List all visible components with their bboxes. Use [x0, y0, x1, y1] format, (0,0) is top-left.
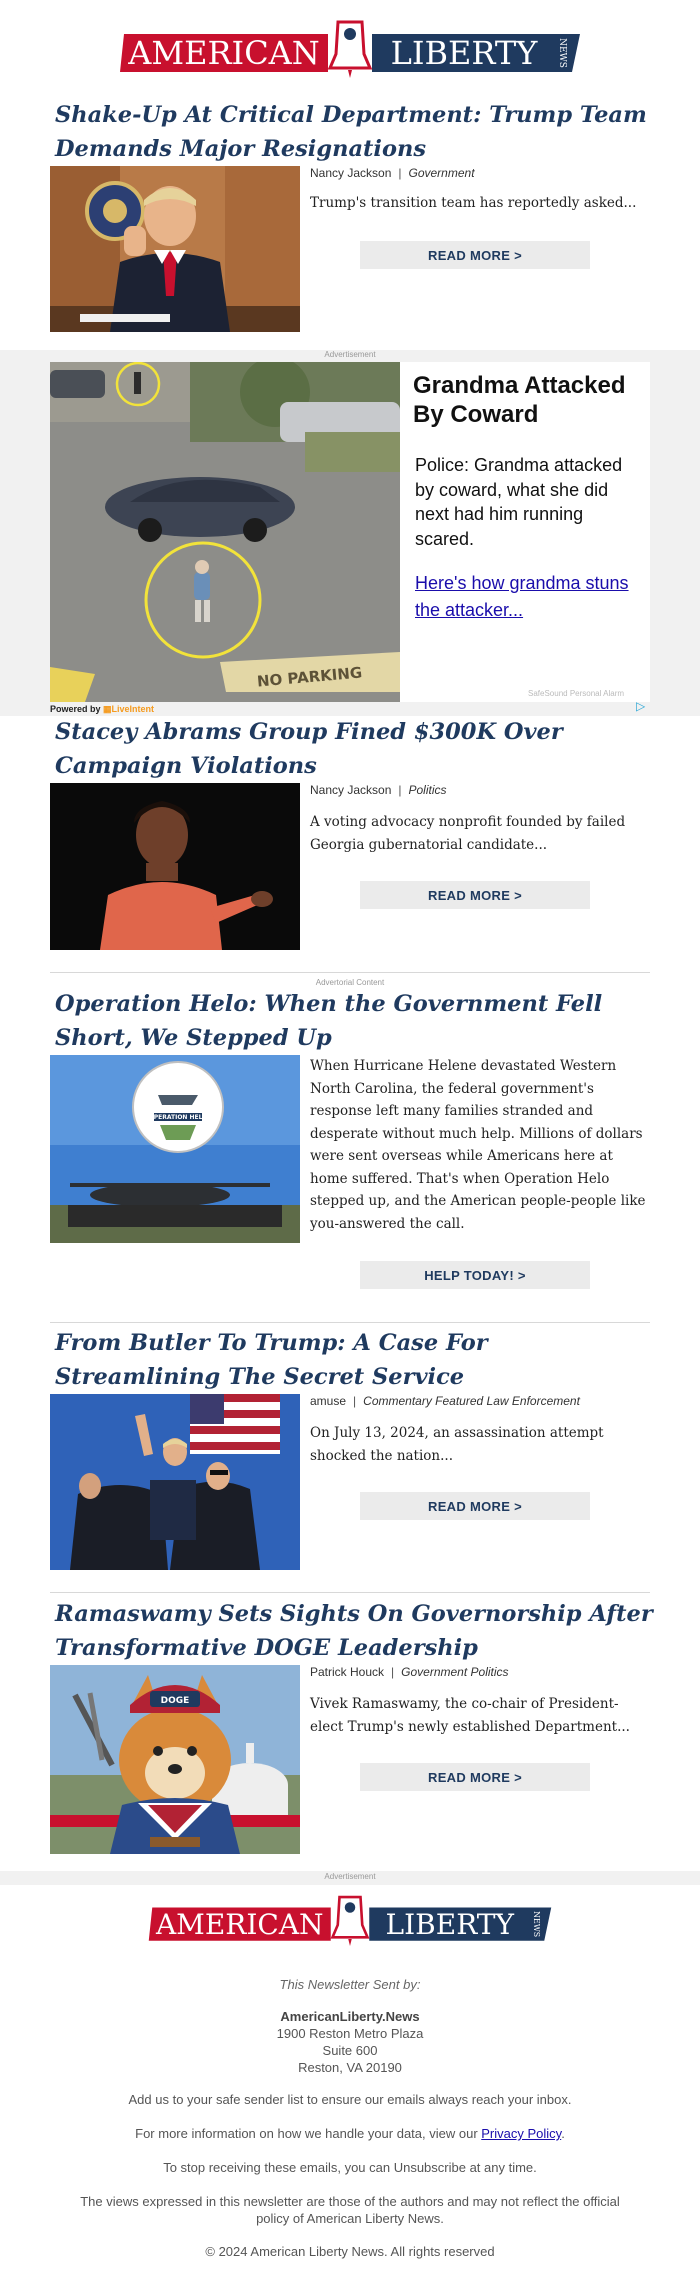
sponsored-body: When Hurricane Helene devastated Western North Carolina, the federal government's response left many families stranded and desperate without much help. Millions of dollars were sent overseas while Americans here at home suffered. That's when Operation Helo stepped up, and the American people-people like you-answered the call.	[310, 1058, 646, 1232]
article-category[interactable]: Government Politics	[401, 1665, 509, 1679]
read-more-button[interactable]: READ MORE >	[360, 1763, 590, 1791]
liveintent-icon: ▦	[103, 704, 112, 714]
article-teaser: A voting advocacy nonprofit founded by failed Georgia gubernatorial candidate...	[310, 814, 626, 853]
help-today-button[interactable]: HELP TODAY! >	[360, 1261, 590, 1289]
footer-unsubscribe[interactable]: To stop receiving these emails, you can Unsubscribe at any time.	[163, 2160, 537, 2175]
article-thumbnail[interactable]	[50, 783, 300, 950]
footer-brand-name-left: AMERICAN	[155, 1907, 324, 1941]
article-category[interactable]: Commentary Featured Law Enforcement	[363, 1394, 580, 1408]
section-divider	[50, 972, 650, 973]
footer-brand-name-right: LIBERTY	[385, 1907, 514, 1941]
article-author[interactable]: Nancy Jackson	[310, 783, 392, 797]
article-author[interactable]: amuse	[310, 1394, 347, 1408]
article-author[interactable]: Nancy Jackson	[310, 166, 392, 180]
footer-brand-tag: NEWS	[531, 1911, 541, 1938]
footer-sent-by: This Newsletter Sent by:	[279, 1977, 421, 1992]
article-category[interactable]: Government	[408, 166, 475, 180]
sponsored-logo-text: OPERATION HELO	[148, 1114, 208, 1121]
ad-image-no-parking: NO PARKING	[256, 663, 363, 691]
brand-name-left: AMERICAN	[128, 34, 320, 72]
footer-address-3: Reston, VA 20190	[298, 2060, 402, 2075]
section-divider	[50, 1322, 650, 1323]
article-meta: Patrick Houck | Government Politics	[310, 1665, 509, 1679]
footer-safe-sender: Add us to your safe sender list to ensure our emails always reach your inbox.	[128, 2092, 572, 2107]
read-more-button[interactable]: READ MORE >	[360, 241, 590, 269]
ad-powered-brand: LiveIntent	[111, 704, 155, 714]
article-headline[interactable]: Stacey Abrams Group Fined $300K Over Campaign Violations	[55, 719, 563, 779]
brand-logo[interactable]	[120, 14, 580, 78]
article-thumbnail[interactable]	[50, 1394, 300, 1570]
adchoices-icon[interactable]: ▷	[636, 699, 646, 713]
article-teaser: Vivek Ramaswamy, the co-chair of President-elect Trump's newly established Department...	[310, 1696, 630, 1735]
ad-powered-by[interactable]	[50, 704, 154, 715]
ad-link[interactable]: Here's how grandma stuns the attacker...	[415, 573, 629, 620]
footer-data-suffix: .	[561, 2126, 565, 2141]
footer-org: AmericanLiberty.News	[280, 2009, 420, 2024]
article-headline[interactable]: Ramaswamy Sets Sights On Governorship After Transformative DOGE Leadership	[55, 1601, 653, 1661]
article-thumbnail[interactable]	[50, 166, 300, 332]
footer-address-1: 1900 Reston Metro Plaza	[276, 2026, 424, 2041]
article-author[interactable]: Patrick Houck	[310, 1665, 385, 1679]
footer-data-prefix: For more information on how we handle your data, view our	[135, 2126, 482, 2141]
sponsored-thumbnail[interactable]	[50, 1055, 300, 1243]
ad-label: Advertisement	[324, 350, 376, 359]
article-meta: Nancy Jackson | Government	[310, 166, 475, 180]
sponsored-headline[interactable]: Operation Helo: When the Government Fell Short, We Stepped Up	[55, 991, 603, 1051]
thumb-doge-text: DOGE	[160, 1696, 190, 1706]
section-divider	[50, 1592, 650, 1593]
footer-disclaimer: The views expressed in this newsletter are those of the authors and may not reflect the official policy of American Liberty News.	[80, 2194, 620, 2226]
read-more-button[interactable]: READ MORE >	[360, 881, 590, 909]
read-more-button[interactable]: READ MORE >	[360, 1492, 590, 1520]
footer-brand-logo[interactable]	[148, 1890, 552, 1946]
ad-image[interactable]	[50, 362, 400, 702]
brand-tag: NEWS	[557, 38, 567, 68]
footer-data-notice	[50, 2125, 650, 2142]
article-headline[interactable]: From Butler To Trump: A Case For Streamlining The Secret Service	[55, 1330, 488, 1390]
article-thumbnail[interactable]	[50, 1665, 300, 1854]
article-teaser: Trump's transition team has reportedly asked...	[310, 195, 637, 211]
brand-name-right: LIBERTY	[390, 34, 538, 72]
article-category[interactable]: Politics	[408, 783, 447, 797]
article-teaser: On July 13, 2024, an assassination attempt shocked the nation...	[310, 1425, 604, 1464]
footer-address-2: Suite 600	[322, 2043, 378, 2058]
ad-sponsor[interactable]: SafeSound Personal Alarm	[528, 689, 625, 698]
article-headline[interactable]: Shake-Up At Critical Department: Trump Team Demands Major Resignations	[55, 102, 647, 162]
footer-copyright: © 2024 American Liberty News. All rights reserved	[205, 2244, 495, 2259]
article-meta: amuse | Commentary Featured Law Enforcement	[310, 1394, 580, 1408]
ad-body[interactable]: Police: Grandma attacked by coward, what she did next had him running scared.	[415, 455, 623, 549]
sponsored-label: Advertorial Content	[315, 978, 385, 987]
ad-title[interactable]: Grandma Attacked By Coward	[413, 372, 626, 428]
privacy-policy-link[interactable]: Privacy Policy	[481, 2126, 562, 2141]
bottom-ad-label: Advertisement	[324, 1872, 376, 1881]
article-meta: Nancy Jackson | Politics	[310, 783, 447, 797]
ad-powered-label: Powered by	[50, 704, 101, 714]
